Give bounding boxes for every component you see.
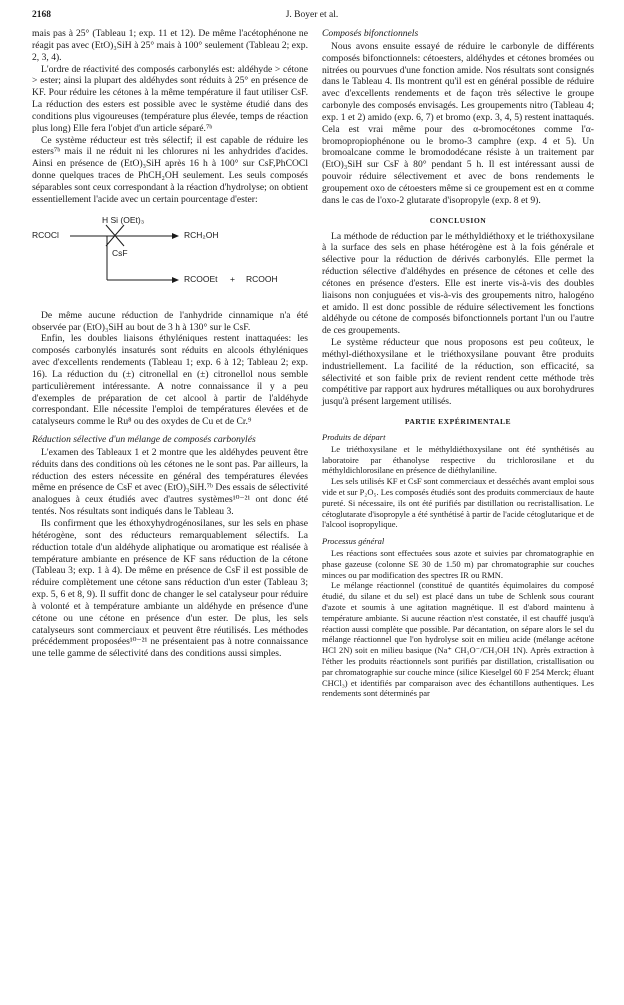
paragraph: Le mélange réactionnel (constitué de quantités équimolaires du composé étudié, du silane et du sel) est placé dans un tube de Schlenk sous courant d'azote et soumis à une agitation magnétique. Il est d'abord maintenu à température ambiante. Si aucune réaction n'est constatée, il est chauffé jusqu'à réaction aussi complète que possible. Par décantation, on sépare alors le sel du mélange réactionnel que l'on hydrolyse soit en milieu acide (mélange acétone HCl 2N) soit en milieu basique (Na⁺ CH₃O⁻/CH₃OH 1N). Après extraction à l'éther les produits réactionnels sont purifiés par distillation, cristallisation ou par chromatographie sur couche mince (silice Kieselgel 60 F 254 Merck; éluant CHCl₃) et identifiés par comparaison avec des échantillons authentiques. Les rendements sont déterminés par	[322, 580, 594, 699]
conclusion-heading: CONCLUSION	[429, 215, 487, 225]
page-header	[0, 10, 624, 26]
reaction-scheme	[32, 212, 308, 300]
experimental-section	[322, 432, 594, 699]
right-column	[322, 28, 594, 699]
paragraph: De même aucune réduction de l'anhydride cinnamique n'a été observée par (EtO)₃SiH au bout de 3 h à 130° sur le CsF.	[32, 309, 308, 333]
scheme-product-top: RCH₂OH	[184, 229, 219, 240]
section-subheading: Processus général	[322, 536, 385, 547]
section-subheading: Composés bifonctionnels	[322, 28, 419, 39]
experimental-heading: PARTIE EXPÉRIMENTALE	[404, 417, 512, 427]
paragraph: L'ordre de réactivité des composés carbonylés est: aldéhyde > cétone > ester; ainsi la plupart des aldéhydes sont réduits à 25° en présence de KF. Pour réduire les cétones à la même température il faut utiliser CsF. La réduction des esters est possible avec le système étudié dans des conditions plus vigoureuses (température plus élevée, temps de réaction plus long) Elle fera l'objet d'un article séparé.⁷ᵇ	[32, 63, 308, 134]
scheme-product-acid: RCOOH	[246, 273, 278, 284]
running-title: J. Boyer et al.	[285, 10, 339, 20]
scheme-plus: +	[230, 273, 235, 284]
paragraph: Nous avons ensuite essayé de réduire le carbonyle de différents composés bifonctionnels: cétoesters, aldéhydes et cétones bromées ou nitrées ou pourvues d'une fonction amide. Nos résultats sont consignés dans le Tableau 4. Ils montrent qu'il est en général possible de réduire avec d'excellents rendements et de façon très sélective le groupe carbonyle des composés envisagés. Les groupements nitro (Tableau 4; exp. 1 et 2) amido (exp. 6, 7) et bromo (exp. 3, 4, 5) restent inattaqués. Cela est vrai même pour des α-bromocétones comme l'α-bromopropiophénone ou le bromo-3 camphre (exp. 4 et 5). Un bromoalcane comme le bromododécane résiste à un traitement par (EtO)₃SiH sur CsF à 80° pendant 5 h. Il est intéressant aussi de pouvoir réduire sélectivement et avec de bons rendements le groupement oxo de cétoesters même si ce groupement est en α comme dans le cas de l'oxo-2 glutarate d'isopropyle (exp. 8 et 9).	[322, 40, 594, 206]
paragraph: Le triéthoxysilane et le méthyldiéthoxysilane ont été synthétisés au laboratoire par éthanolyse respective du trichlorosilane et du méthyldichlorosilane en présence de diéthylaniline.	[322, 443, 594, 476]
page-number: 2168	[32, 10, 51, 20]
paragraph: mais pas à 25° (Tableau 1; exp. 11 et 12). De même l'acétophénone ne réagit pas avec (EtO)₃SiH à 25° mais à 100° seulement (Tableau 2; exp. 2, 3, 4).	[32, 28, 308, 63]
scheme-reagent-top: H Si (OEt)₃	[102, 214, 145, 225]
reaction-arrows	[32, 212, 308, 300]
paragraph: Les sels utilisés KF et CsF sont commerciaux et desséchés avant emploi sous vide et sur P₂O₅. Les composés étudiés sont des produits commerciaux de haute pureté. Si nécessaire, ils ont été purifiés par distillation ou recristallisation. Le cétoglutarate d'isopropyle a été synthétisé à partir de l'acide cétoglutarique et de l'alcool isopropylique.	[322, 476, 594, 530]
paragraph: L'examen des Tableaux 1 et 2 montre que les aldéhydes peuvent être réduits dans des conditions où les cétones ne le sont pas. Par ailleurs, la réduction des esters nécessite en général des températures élevées même en présence de CsF et avec (EtO)₃SiH.⁷ᵇ Des essais de sélectivité analogues à ceux étudiés avec d'autres systèmes¹⁰⁻²¹ ont donc été tentés. Nos résultats sont indiqués dans le Tableau 3.	[32, 446, 308, 518]
paragraph: Ils confirment que les éthoxyhydrogénosilanes, sur les sels en phase hétérogène, sont des réducteurs remarquablement sélectifs. La réduction totale d'un aldéhyde aliphatique ou aromatique est réalisée à température ambiante en présence de KF sans réduction de la cétone (Tableau 3; exp. 1 à 4). De même en présence de CsF il est possible de réduire complètement une cétone sans réduction d'un ester (Tableau 3; exp. 5, 6 et 8, 9). Il suffit donc de changer le sel catalyseur pour réduire à volonté et à température ambiante un aldéhyde en présence d'une cétone ou une cétone en présence d'un ester. De plus, les sels catalyseurs sont commerciaux et peuvent être réutilisés. Les méthodes précédemment proposées¹⁰⁻²¹ ne présentaient pas à notre connaissance une telle gamme de sélectivité dans des conditions aussi simples.	[32, 518, 308, 660]
paragraph: Le système réducteur que nous proposons est peu coûteux, le méthyl-diéthoxysilane et le triéthoxysilane pouvant être produits industriellement. La facilité de la réduction, son efficacité, sa sélectivité et son faible prix de revient rendent cette méthode très compétitive par rapport aux hydrures métalliques ou aux borohydrures jusqu'à présent largement utilisés.	[322, 337, 594, 408]
section-subheading: Produits de départ	[322, 432, 386, 442]
section-subheading: Réduction sélective d'un mélange de composés carbonylés	[32, 434, 256, 446]
scheme-start: RCOCl	[32, 229, 59, 240]
scheme-reagent-bottom: CsF	[112, 247, 128, 258]
paragraph: Les réactions sont effectuées sous azote et suivies par chromatographie en phase gazeuse (colonne SE 30 de 1.50 m) par chromatographie sur couches minces ou par modification des spectres IR ou RMN.	[322, 547, 594, 580]
paragraph: Ce système réducteur est très sélectif; il est capable de réduire les esters⁷ᵇ mais il ne réduit ni les chlorures ni les anhydrides d'acides. Ainsi en présence de (EtO)₃SiH après 16 h à 100° sur CsF,PhCOCl donne quelques traces de PhCH₂OH seulement. Les seuls composés séparables sont ceux correspondant à la réaction d'hydrolyse; on obtient essentiellement l'acide avec un certain pourcentage d'ester:	[32, 134, 308, 205]
scheme-product-ester: RCOOEt	[184, 273, 218, 284]
paragraph: Enfin, les doubles liaisons éthyléniques restent inattaquées: les composés carbonylés insaturés sont réduits en alcools éthyléniques avec d'excellents rendements (Tableau 1; exp. 6 à 12; Tableau 2; exp. 16). La réduction du (±) citronellal en (±) citronellol nous semble particulièrement intéressante. A notre connaissance il y a peu d'exemples de préparation de cet alcool à partir de l'aldéhyde correspondant. Elle nécessite l'emploi de températures élevées et de catalyseurs comme le Ru⁸ ou des oxydes de Cu et de Cr.⁹	[32, 333, 308, 428]
paragraph: La méthode de réduction par le méthyldiéthoxy et le triéthoxysilane à la surface des sels en phase hétérogène est à la fois générale et sélective pour la réduction de dérivés carbonylés. Elle permet la réduction sélective d'aldéhydes en présence de cétones et celle des cétones en présence d'esters. Elle est inerte vis-à-vis des doubles liaisons non conjuguées et vis-à-vis des groupements nitro, halogéno et amido. Il est donc possible de réduire sélectivement les fonctions aldéhyde ou cétone de composés bifonctionnels portant l'un ou l'autre de ces groupements.	[322, 230, 594, 337]
left-column	[32, 28, 308, 660]
